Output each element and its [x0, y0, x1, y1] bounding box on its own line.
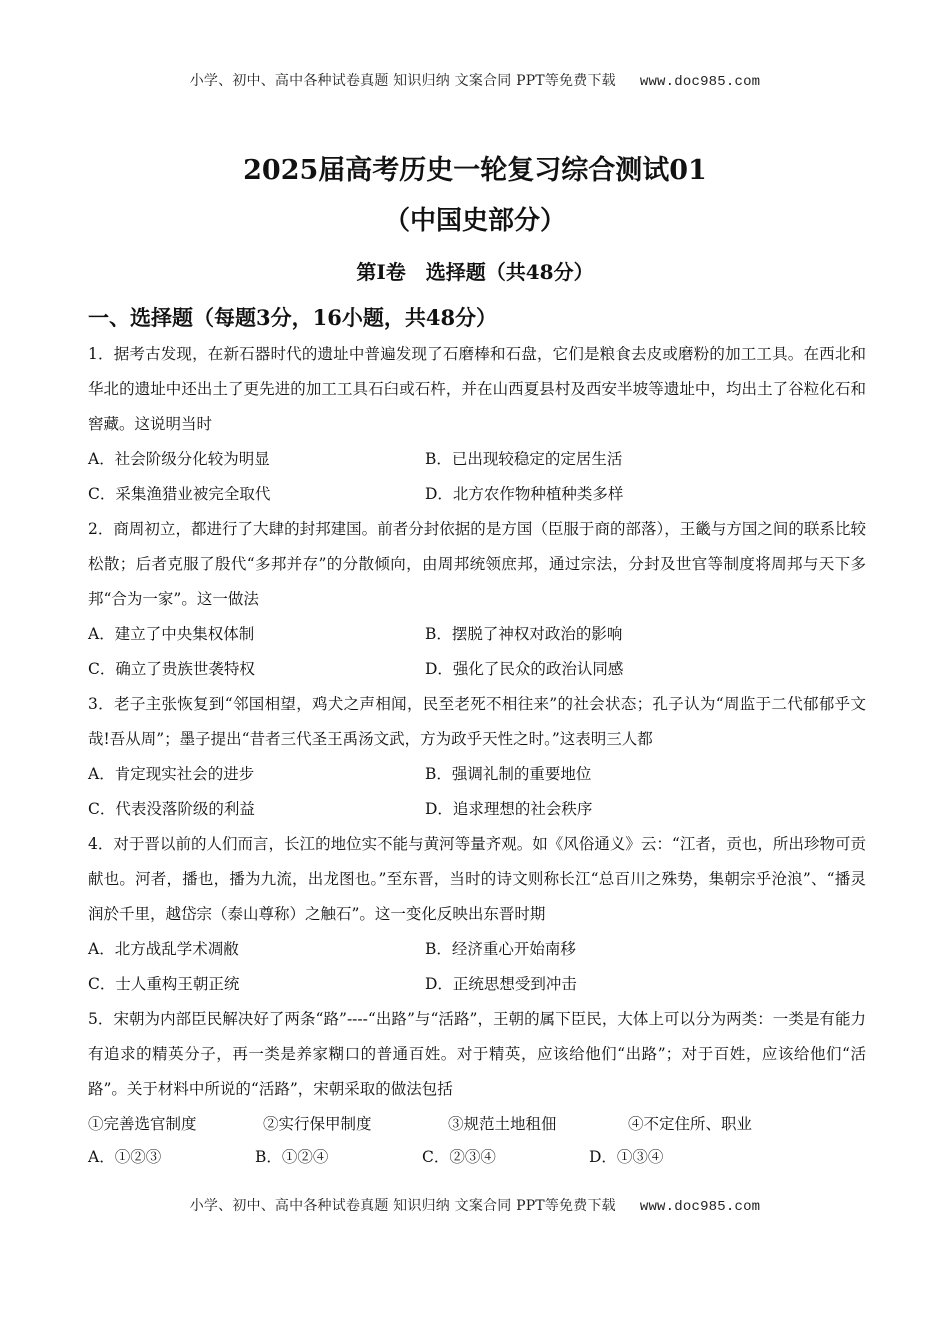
question-5 — [88, 1002, 866, 1172]
option-d: D．强化了民众的政治认同感 — [425, 660, 624, 678]
option-a: A．①②③ — [88, 1148, 162, 1166]
question-stem: 3．老子主张恢复到“邻国相望，鸡犬之声相闻，民至老死不相往来”的社会状态；孔子认为“周监于二代郁郁乎文哉!吾从周”；墨子提出“昔者三代圣王禹汤文武，方为政乎天性之时。”这表明三人都 — [88, 695, 866, 748]
option-c: C．②③④ — [422, 1148, 496, 1166]
option-b: B．强调礼制的重要地位 — [425, 765, 592, 783]
question-list — [88, 337, 866, 1172]
question-3 — [88, 687, 866, 827]
option-d: D．正统思想受到冲击 — [425, 975, 577, 993]
banner-site[interactable]: www.doc985.com — [639, 74, 761, 90]
option-a: A．社会阶级分化较为明显 — [88, 450, 270, 468]
part-heading: 一、选择题（每题3分，16小题，共48分） — [88, 305, 498, 330]
banner-site[interactable]: www.doc985.com — [639, 1199, 761, 1215]
option-c: C．代表没落阶级的利益 — [88, 800, 255, 818]
statement-2: ②实行保甲制度 — [263, 1115, 372, 1133]
banner-text: 小学、初中、高中各种试卷真题 知识归纳 文案合同 PPT等免费下载 — [189, 1198, 616, 1214]
statement-4: ④不定住所、职业 — [628, 1115, 753, 1133]
option-b: B．①②④ — [255, 1148, 329, 1166]
option-b: B．已出现较稳定的定居生活 — [425, 450, 623, 468]
option-a: A．北方战乱学术凋敝 — [88, 940, 239, 958]
statement-row — [88, 1107, 866, 1142]
question-stem: 2．商周初立，都进行了大肆的封邦建国。前者分封依据的是方国（臣服于商的部落），王畿与方国之间的联系比较松散；后者克服了殷代“多邦并存”的分散倾向，由周邦统领庶邦，通过宗法，分封及世官等制度将周邦与天下多邦“合为一家”。这一做法 — [88, 520, 866, 608]
question-2 — [88, 512, 866, 687]
section-title: 第Ⅰ卷 选择题（共48分） — [356, 260, 594, 284]
option-d: D．①③④ — [589, 1148, 664, 1166]
question-4 — [88, 827, 866, 1002]
option-a: A．肯定现实社会的进步 — [88, 765, 255, 783]
question-stem: 1．据考古发现，在新石器时代的遗址中普遍发现了石磨棒和石盘，它们是粮食去皮或磨粉的加工工具。在西北和华北的遗址中还出土了更先进的加工工具石臼或石杵，并在山西夏县村及西安半坡等遗址中，均出土了谷粒化石和窖藏。这说明当时 — [88, 345, 866, 433]
question-stem: 5．宋朝为内部臣民解决好了两条“路”----“出路”与“活路”，王朝的属下臣民，大体上可以分为两类：一类是有能力有追求的精英分子，再一类是养家糊口的普通百姓。对于精英，应该给他们“出路”；对于百姓，应该给他们“活路”。关于材料中所说的“活路”，宋朝采取的做法包括 — [88, 1010, 866, 1098]
exam-title: 2025届高考历史一轮复习综合测试01 — [243, 155, 707, 186]
option-c: C．士人重构王朝正统 — [88, 975, 240, 993]
footer-banner — [0, 1195, 950, 1215]
question-1 — [88, 337, 866, 512]
option-a: A．建立了中央集权体制 — [88, 625, 255, 643]
banner-text: 小学、初中、高中各种试卷真题 知识归纳 文案合同 PPT等免费下载 — [189, 73, 616, 89]
option-b: B．摆脱了神权对政治的影响 — [425, 625, 623, 643]
exam-subtitle: （中国史部分） — [383, 206, 566, 236]
option-c: C．采集渔猎业被完全取代 — [88, 485, 271, 503]
option-c: C．确立了贵族世袭特权 — [88, 660, 255, 678]
option-d: D．北方农作物种植种类多样 — [425, 485, 624, 503]
option-b: B．经济重心开始南移 — [425, 940, 576, 958]
statement-3: ③规范土地租佃 — [448, 1115, 557, 1133]
statement-1: ①完善选官制度 — [88, 1115, 197, 1133]
header-banner — [0, 70, 950, 90]
option-d: D．追求理想的社会秩序 — [425, 800, 593, 818]
question-stem: 4．对于晋以前的人们而言，长江的地位实不能与黄河等量齐观。如《风俗通义》云：“江者，贡也，所出珍物可贡献也。河者，播也，播为九流，出龙图也。”至东晋，当时的诗文则称长江“总百川之殊势，集朝宗乎沧浪”、“播灵润於千里，越岱宗（泰山尊称）之触石”。这一变化反映出东晋时期 — [88, 835, 866, 923]
